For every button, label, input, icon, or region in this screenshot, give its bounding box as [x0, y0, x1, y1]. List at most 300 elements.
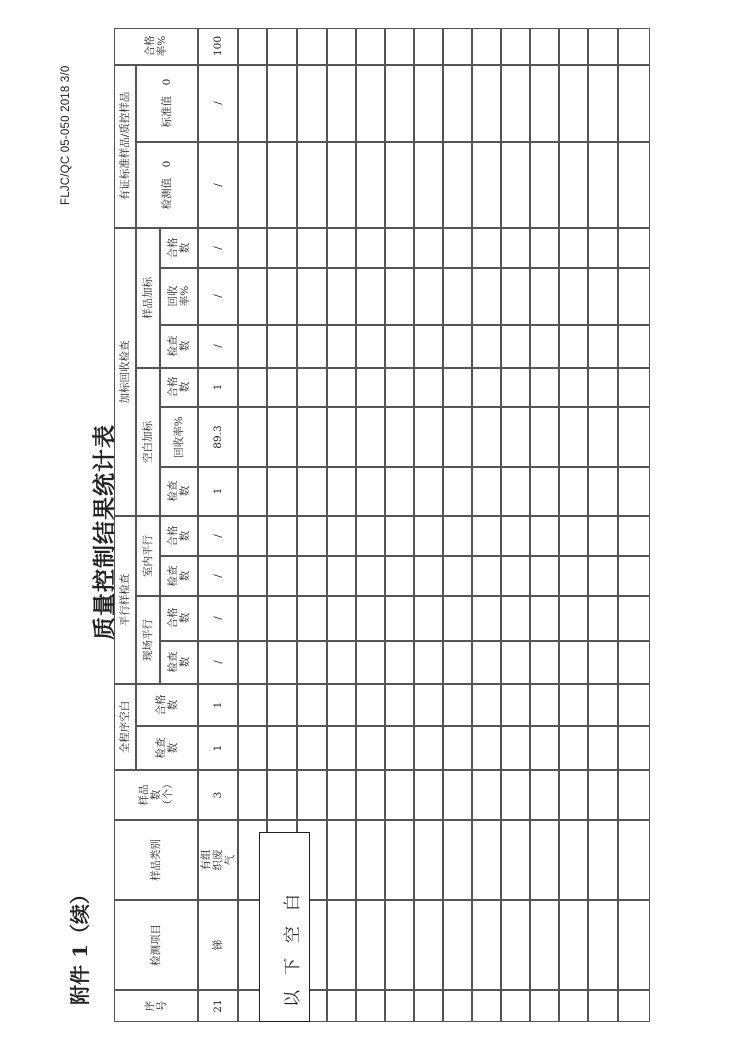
empty-cell: [501, 142, 530, 228]
empty-cell: [559, 820, 588, 900]
empty-cell: [618, 900, 650, 990]
empty-cell: [472, 990, 501, 1022]
header-fb-checked: 检查数: [136, 726, 198, 770]
empty-cell: [530, 368, 559, 407]
empty-cell: [443, 368, 472, 407]
empty-cell: [501, 407, 530, 467]
empty-cell: [327, 407, 356, 467]
empty-cell: [588, 990, 618, 1022]
empty-cell: [238, 65, 267, 142]
empty-cell: [238, 684, 267, 726]
annex-title: 附件 1（续）: [68, 884, 92, 1005]
empty-cell: [472, 268, 501, 325]
empty-cell: [356, 726, 385, 770]
empty-cell: [530, 268, 559, 325]
empty-cell: [297, 516, 327, 556]
empty-cell: [414, 28, 443, 65]
cell-item: 锑: [198, 900, 238, 990]
empty-cell: [267, 368, 297, 407]
empty-cell: [618, 325, 650, 368]
header-lp-qualified: 合格数: [160, 516, 198, 556]
empty-cell: [618, 726, 650, 770]
empty-cell: [414, 820, 443, 900]
header-crm-measured: 检测值 0: [136, 142, 198, 228]
header-site-parallel: 现场平行: [136, 596, 160, 684]
empty-cell: [443, 900, 472, 990]
empty-cell: [414, 65, 443, 142]
cell-ss-rate: /: [198, 268, 238, 325]
empty-cell: [297, 142, 327, 228]
empty-cell: [385, 407, 414, 467]
empty-cell: [267, 325, 297, 368]
empty-cell: [588, 684, 618, 726]
empty-cell: [443, 325, 472, 368]
empty-cell: [297, 368, 327, 407]
empty-cell: [238, 325, 267, 368]
empty-cell: [327, 684, 356, 726]
cell-fb-qualified: 1: [198, 684, 238, 726]
empty-cell: [267, 726, 297, 770]
empty-cell: [472, 684, 501, 726]
empty-cell: [267, 684, 297, 726]
empty-cell: [297, 726, 327, 770]
empty-cell: [356, 65, 385, 142]
empty-cell: [238, 641, 267, 684]
empty-cell: [385, 726, 414, 770]
page-title: 质量控制结果统计表: [91, 424, 118, 640]
empty-cell: [559, 556, 588, 596]
empty-cell: [356, 142, 385, 228]
empty-cell: [297, 556, 327, 596]
empty-cell: [385, 900, 414, 990]
empty-cell: [414, 684, 443, 726]
cell-fb-checked: 1: [198, 726, 238, 770]
empty-cell: [618, 770, 650, 820]
empty-cell: [530, 556, 559, 596]
empty-cell: [238, 770, 267, 820]
header-ss-checked: 检查数: [160, 325, 198, 368]
empty-cell: [559, 516, 588, 556]
empty-cell: [559, 142, 588, 228]
cell-ss-checked: /: [198, 325, 238, 368]
cell-sp-qualified: /: [198, 596, 238, 641]
empty-cell: [385, 467, 414, 516]
empty-cell: [356, 516, 385, 556]
empty-cell: [385, 228, 414, 268]
empty-cell: [356, 900, 385, 990]
empty-cell: [327, 900, 356, 990]
empty-cell: [588, 28, 618, 65]
empty-cell: [588, 407, 618, 467]
empty-cell: [559, 407, 588, 467]
cell-ss-qualified: /: [198, 228, 238, 268]
empty-cell: [356, 467, 385, 516]
empty-cell: [327, 142, 356, 228]
empty-cell: [472, 368, 501, 407]
empty-cell: [443, 268, 472, 325]
empty-cell: [385, 820, 414, 900]
header-item: 检测项目: [114, 900, 198, 990]
empty-cell: [414, 990, 443, 1022]
empty-cell: [559, 325, 588, 368]
empty-cell: [501, 641, 530, 684]
empty-cell: [588, 268, 618, 325]
empty-cell: [267, 142, 297, 228]
empty-cell: [414, 900, 443, 990]
empty-cell: [238, 726, 267, 770]
empty-cell: [472, 28, 501, 65]
empty-cell: [588, 368, 618, 407]
empty-cell: [530, 641, 559, 684]
empty-cell: [238, 228, 267, 268]
empty-cell: [297, 467, 327, 516]
empty-cell: [267, 596, 297, 641]
empty-cell: [238, 368, 267, 407]
empty-cell: [618, 28, 650, 65]
empty-cell: [414, 228, 443, 268]
empty-cell: [238, 516, 267, 556]
empty-cell: [501, 820, 530, 900]
empty-cell: [559, 641, 588, 684]
empty-cell: [414, 516, 443, 556]
empty-cell: [443, 556, 472, 596]
empty-cell: [443, 641, 472, 684]
empty-cell: [443, 770, 472, 820]
header-ss-rate: 回收率%: [160, 268, 198, 325]
empty-cell: [530, 820, 559, 900]
empty-cell: [443, 28, 472, 65]
empty-cell: [588, 900, 618, 990]
empty-cell: [414, 770, 443, 820]
empty-cell: [414, 368, 443, 407]
empty-cell: [530, 407, 559, 467]
empty-cell: [443, 990, 472, 1022]
header-pass-rate: 合格率%: [114, 28, 198, 65]
empty-cell: [472, 142, 501, 228]
document-code: FLJC/QC 05-050 2018 3/0: [60, 65, 72, 205]
empty-cell: [501, 368, 530, 407]
blank-note-text: 以下空白: [283, 879, 303, 1007]
empty-cell: [443, 407, 472, 467]
empty-cell: [588, 556, 618, 596]
empty-cell: [501, 596, 530, 641]
empty-cell: [327, 726, 356, 770]
empty-cell: [501, 228, 530, 268]
header-sample-count: 样品数（个）: [114, 770, 198, 820]
empty-cell: [559, 990, 588, 1022]
empty-cell: [472, 641, 501, 684]
empty-cell: [530, 325, 559, 368]
empty-cell: [501, 726, 530, 770]
blank-note-box: [259, 832, 310, 1022]
empty-cell: [385, 990, 414, 1022]
empty-cell: [443, 596, 472, 641]
empty-cell: [501, 900, 530, 990]
empty-cell: [618, 268, 650, 325]
empty-cell: [356, 556, 385, 596]
empty-cell: [327, 268, 356, 325]
empty-cell: [238, 268, 267, 325]
empty-cell: [327, 556, 356, 596]
empty-cell: [530, 516, 559, 556]
cell-sample-count: 3: [198, 770, 238, 820]
empty-cell: [238, 467, 267, 516]
empty-cell: [414, 596, 443, 641]
empty-cell: [267, 407, 297, 467]
empty-cell: [297, 28, 327, 65]
empty-cell: [588, 641, 618, 684]
header-sp-checked: 检查数: [160, 641, 198, 684]
empty-cell: [588, 325, 618, 368]
empty-cell: [385, 596, 414, 641]
empty-cell: [443, 142, 472, 228]
empty-cell: [618, 820, 650, 900]
empty-cell: [238, 28, 267, 65]
empty-cell: [559, 28, 588, 65]
empty-cell: [385, 368, 414, 407]
empty-cell: [385, 641, 414, 684]
empty-cell: [267, 467, 297, 516]
empty-cell: [559, 368, 588, 407]
empty-cell: [501, 65, 530, 142]
empty-cell: [530, 990, 559, 1022]
header-bs-checked: 检查数: [160, 467, 198, 516]
empty-cell: [385, 268, 414, 325]
empty-cell: [327, 467, 356, 516]
empty-cell: [356, 268, 385, 325]
empty-cell: [356, 641, 385, 684]
empty-cell: [297, 65, 327, 142]
empty-cell: [297, 641, 327, 684]
empty-cell: [385, 142, 414, 228]
cell-lp-checked: /: [198, 556, 238, 596]
empty-cell: [267, 770, 297, 820]
empty-cell: [559, 684, 588, 726]
empty-cell: [443, 467, 472, 516]
empty-cell: [472, 726, 501, 770]
empty-cell: [385, 28, 414, 65]
empty-cell: [443, 65, 472, 142]
empty-cell: [501, 325, 530, 368]
empty-cell: [472, 596, 501, 641]
empty-cell: [588, 65, 618, 142]
empty-cell: [472, 325, 501, 368]
empty-cell: [297, 770, 327, 820]
empty-cell: [501, 770, 530, 820]
empty-cell: [238, 407, 267, 467]
cell-bs-checked: 1: [198, 467, 238, 516]
empty-cell: [588, 467, 618, 516]
empty-cell: [327, 325, 356, 368]
header-ss-qualified: 合格数: [160, 228, 198, 268]
empty-cell: [472, 228, 501, 268]
empty-cell: [443, 228, 472, 268]
header-lab-parallel: 室内平行: [136, 516, 160, 596]
empty-cell: [472, 900, 501, 990]
empty-cell: [327, 65, 356, 142]
empty-cell: [238, 556, 267, 596]
empty-cell: [327, 228, 356, 268]
empty-cell: [530, 726, 559, 770]
empty-cell: [472, 770, 501, 820]
empty-cell: [414, 407, 443, 467]
header-spike-recovery: 加标回收检查: [114, 228, 136, 516]
empty-cell: [501, 467, 530, 516]
empty-cell: [385, 684, 414, 726]
empty-cell: [530, 770, 559, 820]
empty-cell: [385, 325, 414, 368]
empty-cell: [267, 556, 297, 596]
empty-cell: [618, 467, 650, 516]
empty-cell: [559, 228, 588, 268]
empty-cell: [559, 596, 588, 641]
empty-cell: [356, 325, 385, 368]
empty-cell: [356, 228, 385, 268]
empty-cell: [443, 820, 472, 900]
empty-cell: [501, 684, 530, 726]
empty-cell: [618, 641, 650, 684]
empty-cell: [443, 516, 472, 556]
empty-cell: [327, 596, 356, 641]
empty-cell: [414, 641, 443, 684]
header-seq: 序号: [114, 990, 198, 1022]
cell-bs-qualified: 1: [198, 368, 238, 407]
empty-cell: [297, 228, 327, 268]
empty-cell: [530, 684, 559, 726]
cell-crm-measured: /: [198, 142, 238, 228]
empty-cell: [267, 65, 297, 142]
empty-cell: [414, 726, 443, 770]
empty-cell: [588, 228, 618, 268]
empty-cell: [297, 407, 327, 467]
empty-cell: [559, 726, 588, 770]
empty-cell: [530, 65, 559, 142]
empty-cell: [472, 556, 501, 596]
empty-cell: [618, 556, 650, 596]
empty-cell: [385, 770, 414, 820]
empty-cell: [443, 726, 472, 770]
empty-cell: [530, 900, 559, 990]
empty-cell: [327, 28, 356, 65]
empty-cell: [267, 28, 297, 65]
empty-cell: [530, 142, 559, 228]
empty-cell: [238, 596, 267, 641]
header-crm: 有证标准样品/质控样品: [114, 65, 136, 228]
header-lp-checked: 检查数: [160, 556, 198, 596]
empty-cell: [530, 467, 559, 516]
empty-cell: [618, 516, 650, 556]
empty-cell: [327, 770, 356, 820]
cell-sp-checked: /: [198, 641, 238, 684]
empty-cell: [472, 516, 501, 556]
empty-cell: [297, 684, 327, 726]
empty-cell: [559, 900, 588, 990]
empty-cell: [618, 684, 650, 726]
empty-cell: [327, 641, 356, 684]
header-blank-spike: 空白加标: [136, 368, 160, 516]
empty-cell: [356, 820, 385, 900]
empty-cell: [501, 990, 530, 1022]
header-bs-rate: 回收率%: [160, 407, 198, 467]
empty-cell: [267, 228, 297, 268]
empty-cell: [327, 820, 356, 900]
empty-cell: [588, 516, 618, 556]
empty-cell: [588, 820, 618, 900]
empty-cell: [588, 726, 618, 770]
empty-cell: [618, 228, 650, 268]
empty-cell: [588, 142, 618, 228]
empty-cell: [297, 268, 327, 325]
empty-cell: [356, 407, 385, 467]
empty-cell: [618, 142, 650, 228]
empty-cell: [414, 325, 443, 368]
empty-cell: [501, 516, 530, 556]
empty-cell: [618, 368, 650, 407]
empty-cell: [618, 596, 650, 641]
empty-cell: [297, 596, 327, 641]
empty-cell: [267, 516, 297, 556]
empty-cell: [414, 268, 443, 325]
cell-sample-type: 有组织废气: [198, 820, 238, 900]
empty-cell: [501, 556, 530, 596]
empty-cell: [472, 820, 501, 900]
empty-cell: [472, 65, 501, 142]
empty-cell: [297, 325, 327, 368]
empty-cell: [385, 65, 414, 142]
empty-cell: [414, 556, 443, 596]
empty-cell: [267, 268, 297, 325]
empty-cell: [618, 407, 650, 467]
cell-seq: 21: [198, 990, 238, 1022]
cell-bs-rate: 89.3: [198, 407, 238, 467]
empty-cell: [356, 28, 385, 65]
empty-cell: [559, 467, 588, 516]
cell-pass-rate: 100: [198, 28, 238, 65]
empty-cell: [618, 990, 650, 1022]
empty-cell: [267, 641, 297, 684]
empty-cell: [327, 368, 356, 407]
header-parallel: 平行样检查: [114, 516, 136, 684]
header-fb-qualified: 合格数: [136, 684, 198, 726]
empty-cell: [414, 467, 443, 516]
empty-cell: [385, 516, 414, 556]
empty-cell: [414, 142, 443, 228]
header-field-blank: 全程序空白: [114, 684, 136, 770]
empty-cell: [618, 65, 650, 142]
empty-cell: [356, 596, 385, 641]
empty-cell: [559, 770, 588, 820]
empty-cell: [385, 556, 414, 596]
empty-cell: [530, 228, 559, 268]
empty-cell: [238, 142, 267, 228]
empty-cell: [530, 28, 559, 65]
empty-cell: [327, 516, 356, 556]
empty-cell: [588, 770, 618, 820]
empty-cell: [559, 268, 588, 325]
header-bs-qualified: 合格数: [160, 368, 198, 407]
empty-cell: [501, 268, 530, 325]
empty-cell: [327, 990, 356, 1022]
empty-cell: [443, 684, 472, 726]
empty-cell: [559, 65, 588, 142]
empty-cell: [356, 770, 385, 820]
empty-cell: [356, 368, 385, 407]
empty-cell: [472, 407, 501, 467]
cell-crm-standard: /: [198, 65, 238, 142]
header-sp-qualified: 合格数: [160, 596, 198, 641]
empty-cell: [588, 596, 618, 641]
cell-lp-qualified: /: [198, 516, 238, 556]
